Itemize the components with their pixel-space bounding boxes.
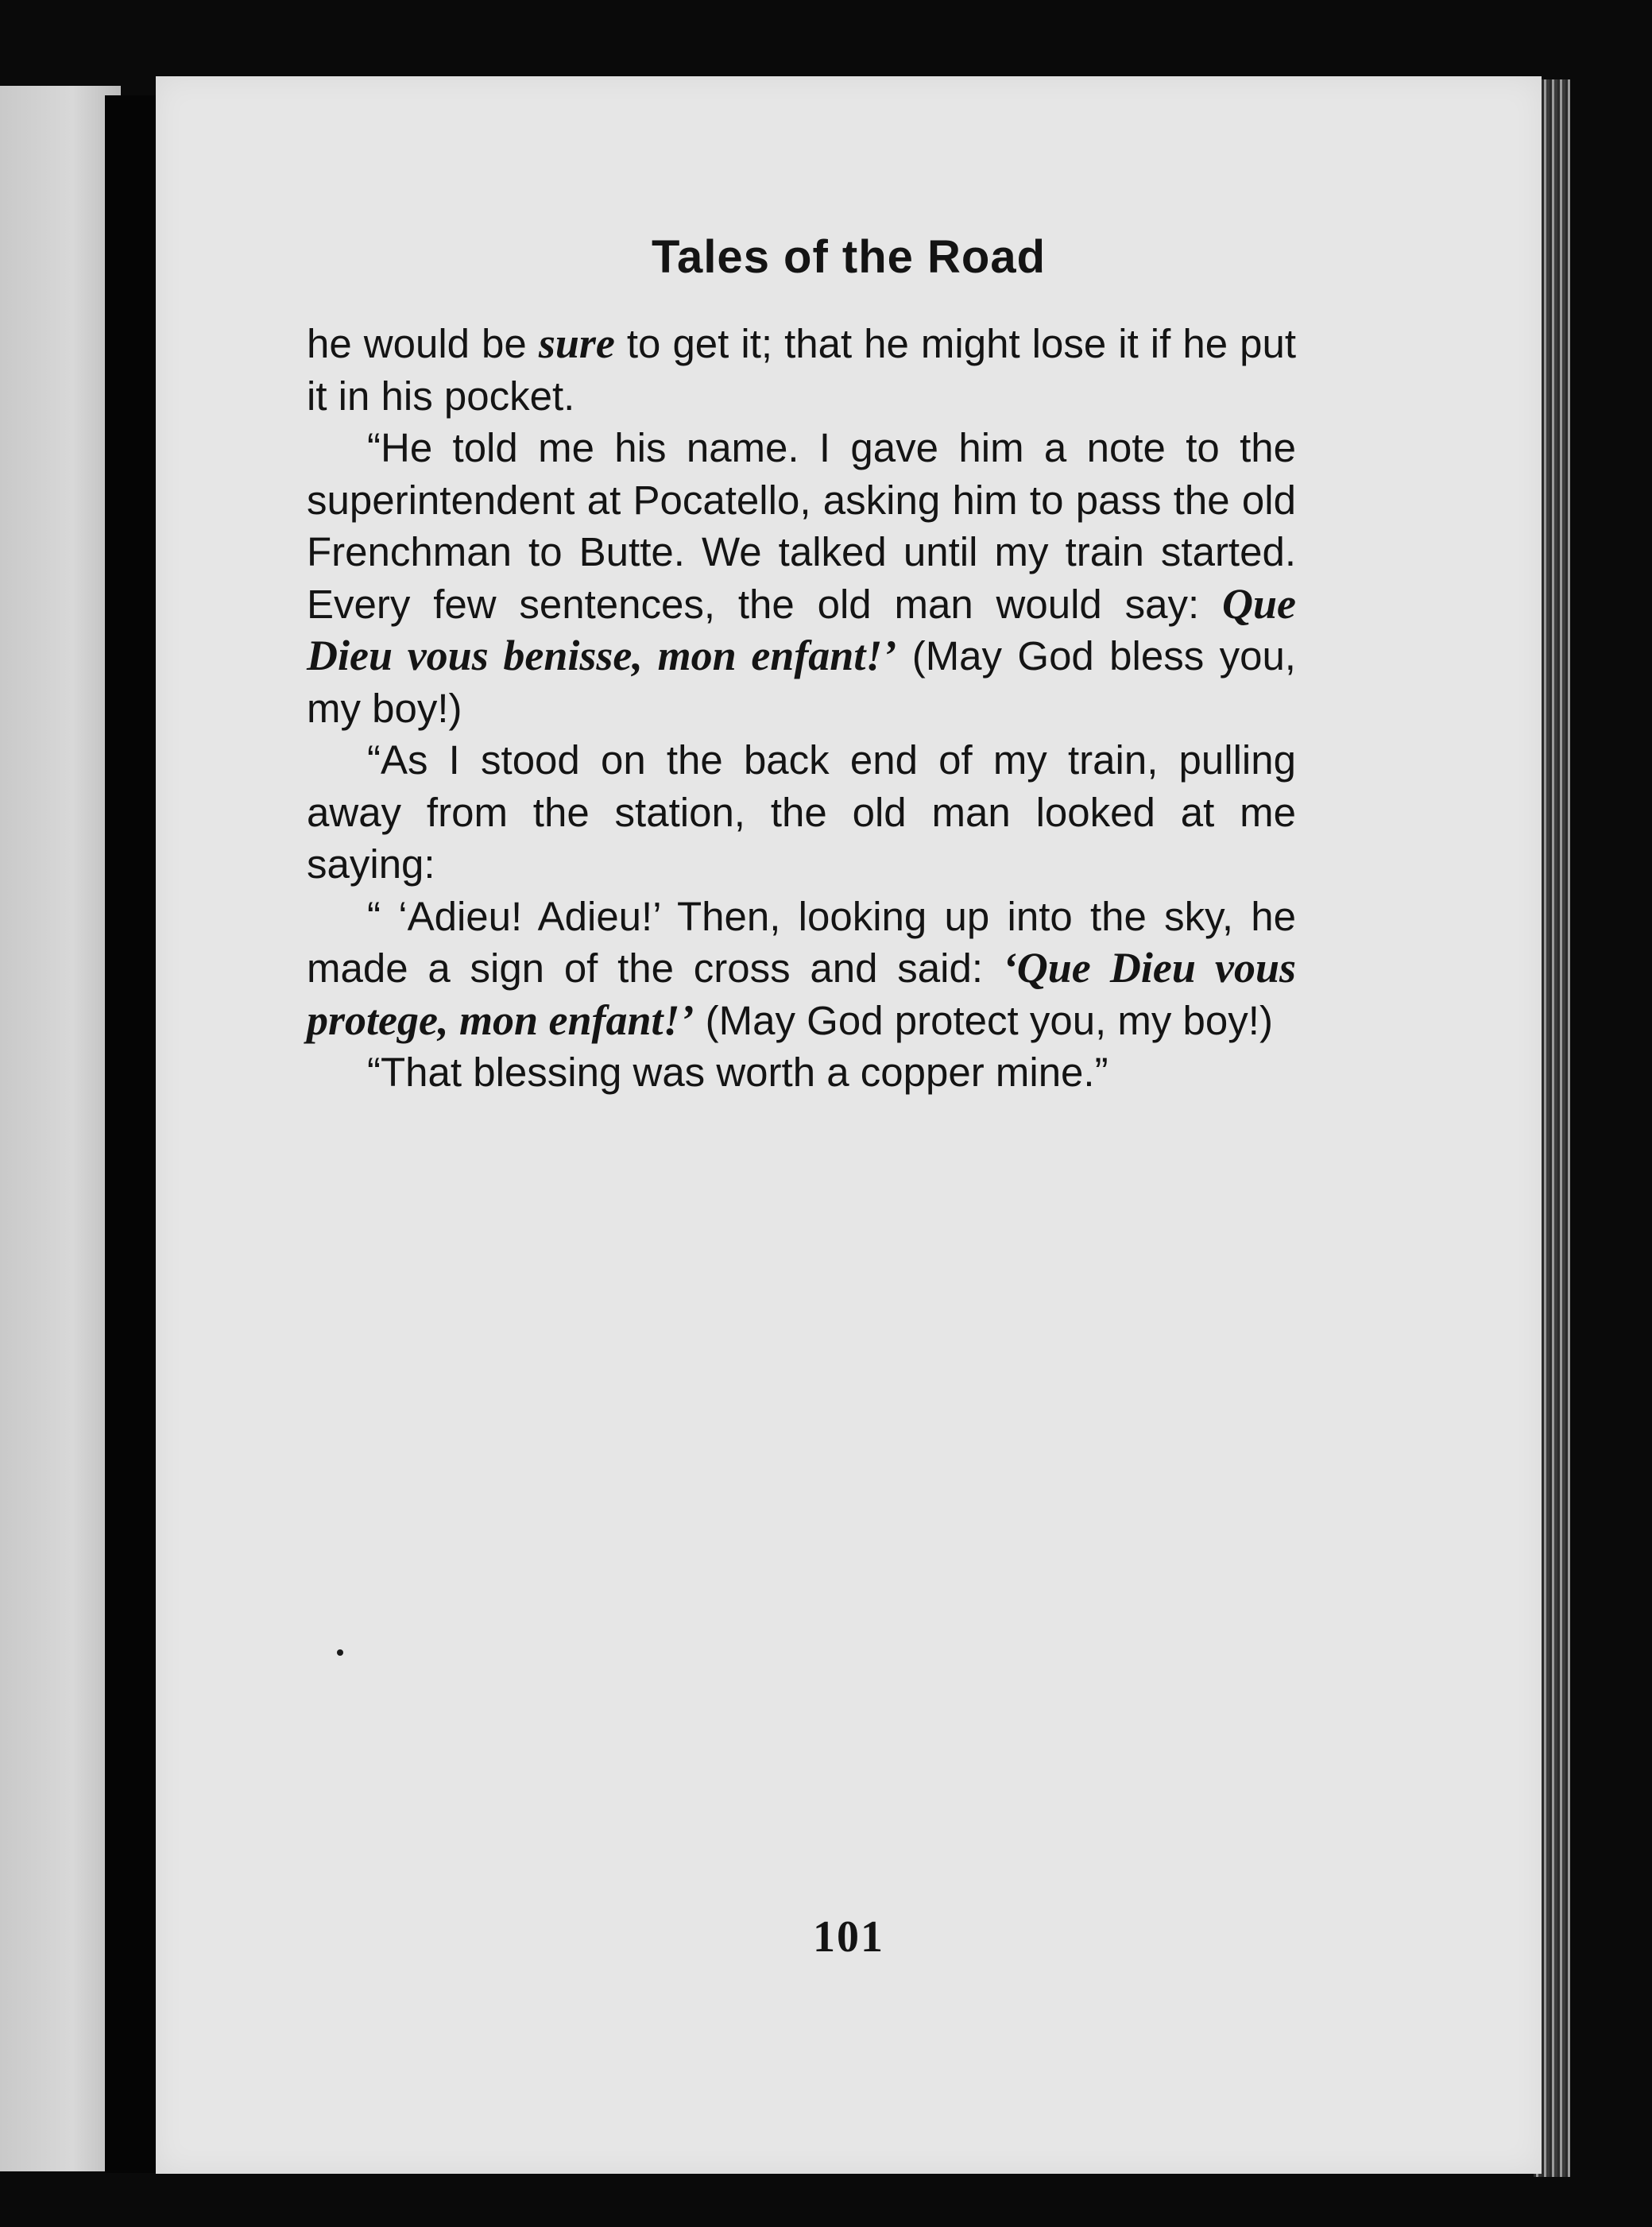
text-run: “That blessing was worth a copper mine.” bbox=[367, 1050, 1108, 1095]
text-run: to get it; that he might lose it if he put it in his pocket. bbox=[307, 321, 1296, 419]
text-run: “As I stood on the back end of my train, pulling away from the station, the old man looked at me saying: bbox=[307, 737, 1296, 887]
italic-run: sure bbox=[538, 319, 615, 367]
paragraph bbox=[307, 1046, 1296, 1099]
text-run: “ ‘Adieu! Adieu!’ Then, looking up into the sky, he made a sign of the cross and said: bbox=[307, 893, 1296, 991]
body-text bbox=[307, 318, 1296, 1099]
italic-run: ‘Que Dieu vous protege, mon enfant!’ bbox=[307, 944, 1297, 1044]
running-head: Tales of the Road bbox=[651, 231, 1047, 283]
paragraph bbox=[307, 734, 1296, 891]
italic-run: Que Dieu vous benisse, mon enfant!’ bbox=[307, 579, 1296, 679]
text-run: “He told me his name. I gave him a note to the superintendent at Pocatello, asking him to pass the old Frenchman to Butte. We talked until my train started. Every few sentences, the old man would say: bbox=[307, 425, 1296, 627]
book-page bbox=[156, 76, 1542, 2174]
facing-page-edge bbox=[0, 86, 121, 2171]
text-run: (May God bless you, my boy!) bbox=[307, 633, 1296, 731]
paragraph bbox=[307, 318, 1296, 422]
text-run: he would be bbox=[307, 321, 539, 366]
text-run: (May God protect you, my boy!) bbox=[694, 997, 1273, 1043]
paragraph bbox=[307, 422, 1296, 734]
print-speck bbox=[337, 1649, 343, 1656]
book-gutter bbox=[105, 95, 156, 2173]
page-number: 101 bbox=[813, 1912, 884, 1962]
paragraph bbox=[307, 891, 1296, 1047]
